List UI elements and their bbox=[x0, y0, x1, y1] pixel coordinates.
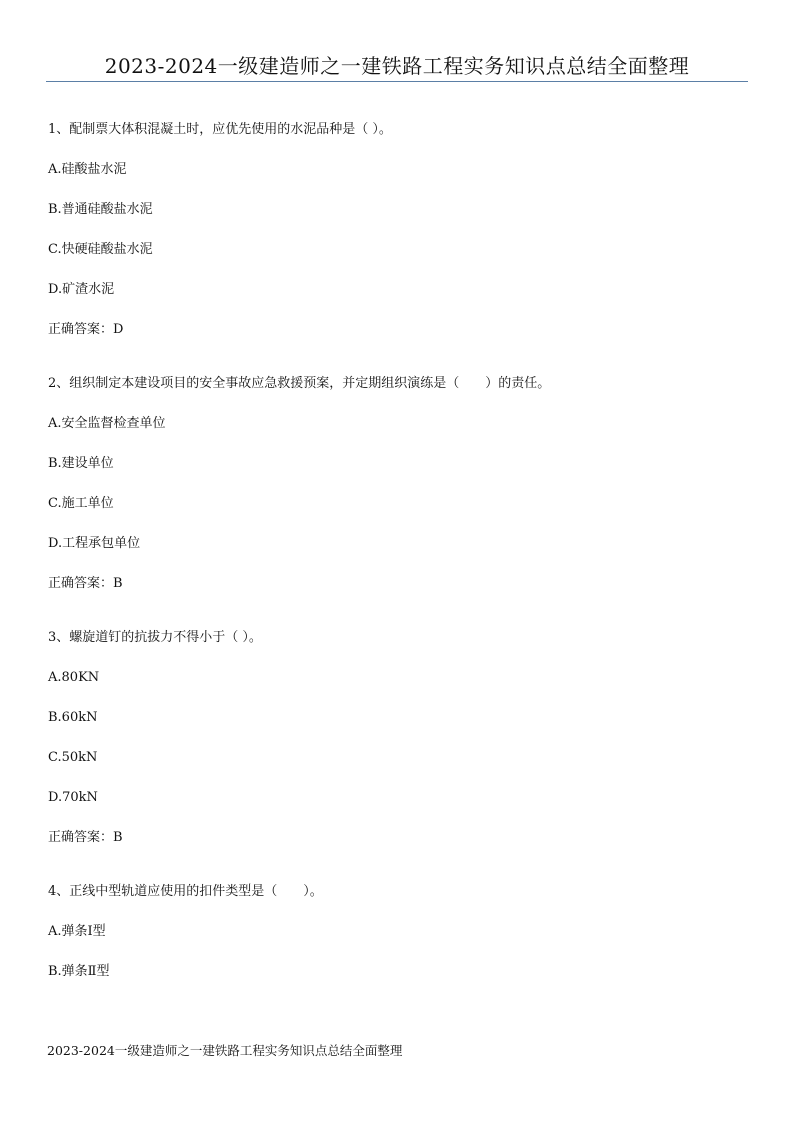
question-list bbox=[48, 121, 748, 981]
page-footer: 2023-2024一级建造师之一建铁路工程实务知识点总结全面整理 bbox=[47, 1043, 403, 1058]
option-c: C.50kN bbox=[48, 750, 98, 765]
question-stem: 2、组织制定本建设项目的安全事故应急救援预案，并定期组织演练是（ ）的责任。 bbox=[48, 376, 551, 391]
option-d: D.工程承包单位 bbox=[48, 536, 141, 551]
option-d: D.70kN bbox=[48, 790, 98, 805]
correct-answer: 正确答案：D bbox=[48, 322, 124, 337]
title-divider bbox=[46, 81, 748, 82]
option-c: C.快硬硅酸盐水泥 bbox=[48, 242, 153, 257]
correct-answer: 正确答案：B bbox=[48, 830, 123, 845]
option-a: A.弹条Ⅰ型 bbox=[48, 924, 106, 939]
question-4 bbox=[48, 883, 748, 981]
question-3 bbox=[48, 629, 748, 847]
option-b: B.60kN bbox=[48, 710, 98, 725]
question-2 bbox=[48, 375, 748, 593]
option-b: B.弹条Ⅱ型 bbox=[48, 964, 110, 979]
option-b: B.普通硅酸盐水泥 bbox=[48, 202, 153, 217]
option-a: A.安全监督检查单位 bbox=[48, 416, 166, 431]
question-stem: 1、配制票大体积混凝土时，应优先使用的水泥品种是（ ）。 bbox=[48, 122, 392, 137]
page-title: 2023-2024一级建造师之一建铁路工程实务知识点总结全面整理 bbox=[104, 54, 690, 78]
question-stem: 4、正线中型轨道应使用的扣件类型是（ ）。 bbox=[48, 884, 323, 899]
option-a: A.硅酸盐水泥 bbox=[48, 162, 127, 177]
option-a: A.80KN bbox=[48, 670, 100, 685]
option-c: C.施工单位 bbox=[48, 496, 114, 511]
option-d: D.矿渣水泥 bbox=[48, 282, 115, 297]
question-stem: 3、螺旋道钉的抗拔力不得小于（ ）。 bbox=[48, 630, 262, 645]
question-1 bbox=[48, 121, 748, 339]
option-b: B.建设单位 bbox=[48, 456, 114, 471]
correct-answer: 正确答案：B bbox=[48, 576, 123, 591]
